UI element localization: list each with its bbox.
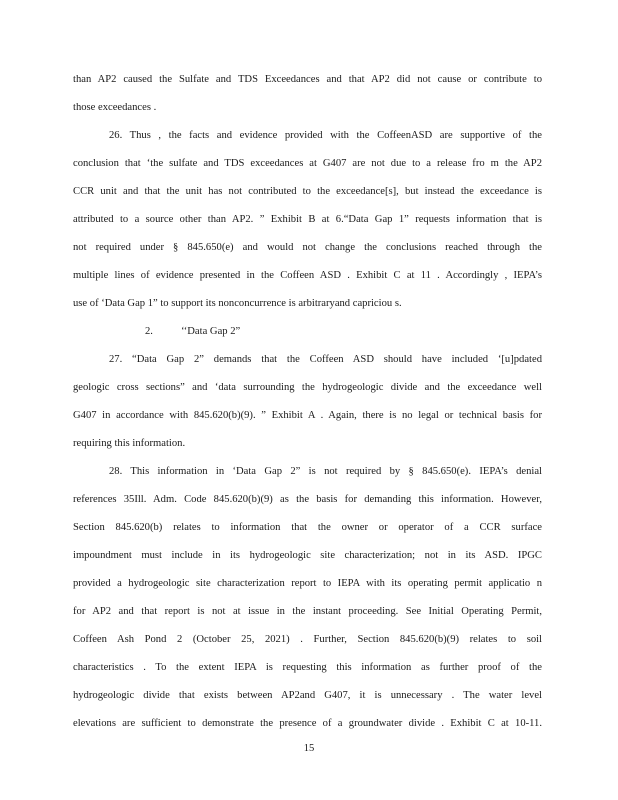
text-line: for AP2 and that report is not at issue in the instant proceeding. See Initial Operating Permit, xyxy=(73,606,542,617)
text-line: Coffeen Ash Pond 2 (October 25, 2021) . Further, Section 845.620(b)(9) relates to soil xyxy=(73,634,542,645)
text-line: Section 845.620(b) relates to information that the owner or operator of a CCR surface xyxy=(73,522,542,533)
text-line: elevations are sufficient to demonstrate the presence of a groundwater divide . Exhibit C at 10-11. xyxy=(73,718,542,729)
text-line: not required under § 845.650(e) and would not change the conclusions reached through the xyxy=(73,242,542,253)
section-heading-number: 2. xyxy=(145,326,153,337)
text-line: requiring this information. xyxy=(73,438,186,449)
paragraph-28-start: 28. This information in ‘Data Gap 2” is not required by § 845.650(e). IEPA’s denial xyxy=(109,466,542,477)
text-line: references 35Ill. Adm. Code 845.620(b)(9) as the basis for demanding this information. However, xyxy=(73,494,542,505)
text-line: conclusion that ‘the sulfate and TDS exceedances at G407 are not due to a release fro m the AP2 xyxy=(73,158,542,169)
text-line: characteristics . To the extent IEPA is requesting this information as further proof of the xyxy=(73,662,542,673)
paragraph-27-start: 27. “Data Gap 2” demands that the Coffeen ASD should have included ‘[u]pdated xyxy=(109,354,542,365)
text-line: provided a hydrogeologic site characterization report to IEPA with its operating permit applicatio n xyxy=(73,578,542,589)
text-line: multiple lines of evidence presented in the Coffeen ASD . Exhibit C at 11 . Accordingly , IEPA’s xyxy=(73,270,542,281)
text-line: CCR unit and that the unit has not contributed to the exceedance[s], but instead the exceedance is xyxy=(73,186,542,197)
text-line: use of ‘Data Gap 1” to support its nonconcurrence is arbitraryand capriciou s. xyxy=(73,298,402,309)
text-line: impoundment must include in its hydrogeologic site characterization; not in its ASD. IPGC xyxy=(73,550,542,561)
text-line: geologic cross sections” and ‘data surrounding the hydrogeologic divide and the exceedance well xyxy=(73,382,542,393)
paragraph-26-start: 26. Thus , the facts and evidence provided with the CoffeenASD are supportive of the xyxy=(109,130,542,141)
text-line: than AP2 caused the Sulfate and TDS Exceedances and that AP2 did not cause or contribute to xyxy=(73,74,542,85)
section-heading-title: ‘‘Data Gap 2” xyxy=(181,326,241,337)
page-number: 15 xyxy=(303,743,315,754)
text-line: attributed to a source other than AP2. ” Exhibit B at 6.“Data Gap 1” requests information that is xyxy=(73,214,542,225)
text-line: G407 in accordance with 845.620(b)(9). ” Exhibit A . Again, there is no legal or technical basis for xyxy=(73,410,542,421)
text-line: hydrogeologic divide that exists between AP2and G407, it is unnecessary . The water level xyxy=(73,690,542,701)
text-line: those exceedances . xyxy=(73,102,157,113)
